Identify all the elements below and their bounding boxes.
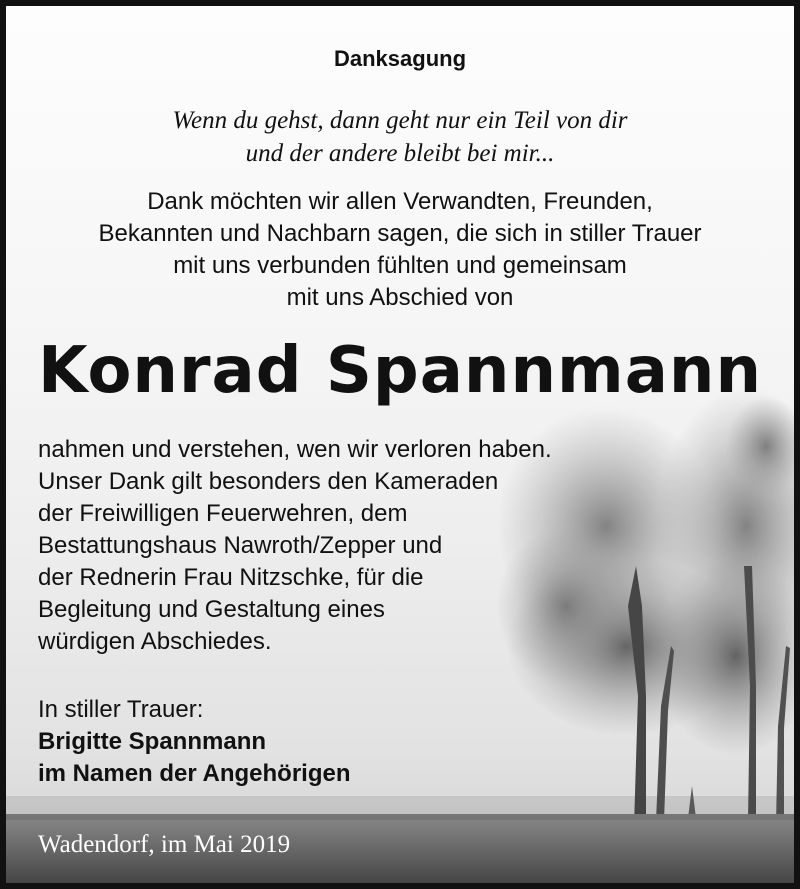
thanks-line: Bekannten und Nachbarn sagen, die sich in stiller Trauer <box>98 220 702 247</box>
body-line: nahmen und verstehen, wen wir verloren haben. <box>38 436 552 463</box>
body-line: der Freiwilligen Feuerwehren, dem <box>38 500 408 527</box>
body-paragraph <box>38 434 552 658</box>
verse-line: Wenn du gehst, dann geht nur ein Teil von dir <box>172 107 628 134</box>
body-line: Begleitung und Gestaltung eines <box>38 596 385 623</box>
page-title: Danksagung <box>333 46 467 71</box>
mourners-family: im Namen der Angehörigen <box>38 760 351 787</box>
place-date: Wadendorf, im Mai 2019 <box>38 831 291 858</box>
poem-verse <box>6 104 794 170</box>
body-line: Bestattungshaus Nawroth/Zepper und <box>38 532 443 559</box>
thanks-line: Dank möchten wir allen Verwandten, Freunden, <box>147 188 653 215</box>
thanks-line: mit uns verbunden fühlten und gemeinsam <box>173 252 627 279</box>
mourner-name: Brigitte Spannmann <box>38 728 267 755</box>
thanks-line: mit uns Abschied von <box>286 284 514 311</box>
mourners-intro: In stiller Trauer: <box>38 696 204 723</box>
verse-line: und der andere bleibt bei mir... <box>245 140 555 167</box>
body-line: würdigen Abschiedes. <box>38 628 272 655</box>
body-line: Unser Dank gilt besonders den Kameraden <box>38 468 499 495</box>
deceased-name: Konrad Spannmann <box>37 334 763 408</box>
thanks-paragraph <box>6 186 794 314</box>
mourners-block <box>38 694 351 790</box>
body-line: der Rednerin Frau Nitzschke, für die <box>38 564 424 591</box>
